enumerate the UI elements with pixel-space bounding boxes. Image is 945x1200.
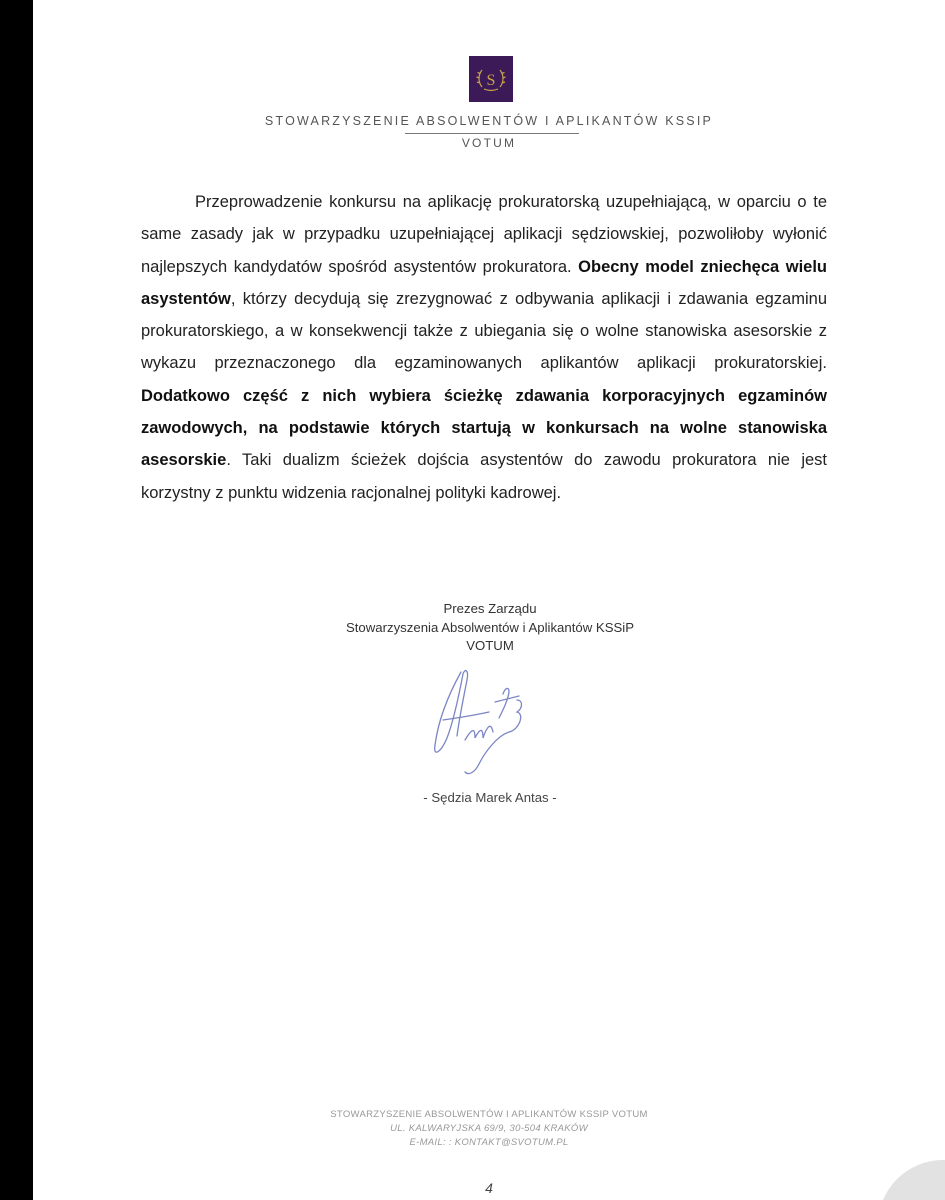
body-paragraph [141,186,827,509]
body-text-part-2: , którzy decydują się zrezygnować z odbywania aplikacji i zdawania egzaminu prokuratorskiego, a w konsekwencji także z ubiegania się o wolne stanowiska asesorskie z wykazu przeznaczonego dla egzaminowanych aplikantów aplikacji prokuratorskiej. [141,289,827,373]
signatory-name: - Sędzia Marek Antas - [423,790,557,805]
page-footer [33,1108,945,1150]
handwritten-signature [399,660,549,785]
header-divider [405,133,579,134]
signatory-title: Prezes Zarządu [443,601,537,616]
association-logo [469,56,513,102]
body-text-part-3: . Taki dualizm ścieżek dojścia asystentów do zawodu prokuratora nie jest korzystny z punktu widzenia racjonalnej polityki kadrowej. [141,451,827,502]
footer-address: UL. KALWARYJSKA 69/9, 30-504 KRAKÓW [390,1123,588,1134]
logo-letter: S [486,72,496,89]
page-number: 4 [485,1180,493,1196]
organization-short-name: VOTUM [461,136,517,150]
body-text-part-1: Przeprowadzenie konkursu na aplikację prokuratorską uzupełniającą, w oparciu o te same zasady jak w przypadku uzupełniającej aplikacji sędziowskiej, pozwoliłoby wyłonić najlepszych kandydatów spośród asystentów prokuratora. [141,193,827,276]
laurel-s-logo-icon [469,56,513,102]
signatory-organization-short: VOTUM [466,638,514,653]
organization-name: STOWARZYSZENIE ABSOLWENTÓW I APLIKANTÓW KSSIP [264,114,714,128]
signatory-organization: Stowarzyszenia Absolwentów i Aplikantów KSSiP [345,619,635,635]
footer-org: STOWARZYSZENIE ABSOLWENTÓW I APLIKANTÓW KSSIP VOTUM [330,1109,648,1120]
body-bold-part-2: Dodatkowo część z nich wybiera ścieżkę zdawania korporacyjnych egzaminów zawodowych, na podstawie których startują w konkursach na wolne stanowiska asesorskie [141,386,827,470]
document-page [33,0,945,1200]
footer-email: E-MAIL: : KONTAKT@SVOTUM.PL [409,1137,569,1148]
signatory-block [273,600,707,656]
letter-body [141,186,827,509]
body-bold-part-1: Obecny model zniechęca wielu asystentów [141,257,828,308]
